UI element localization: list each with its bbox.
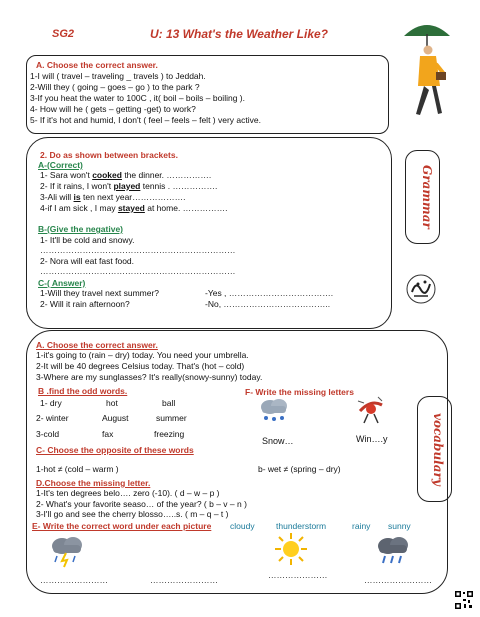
section-a-item-3: 3-If you heat the water to 100C , it( boil – boils – boiling ). — [30, 93, 245, 103]
answer-reply-1: -Yes , ………………………………. — [205, 288, 334, 298]
worksheet-code: SG2 — [52, 28, 75, 40]
vocab-d-heading: D.Choose the missing letter. — [36, 478, 151, 488]
correct-heading: A-(Correct) — [38, 160, 83, 170]
opposite-item-1: 1-hot ≠ (cold – warm ) — [36, 464, 119, 474]
grammar-label: Grammar — [420, 165, 434, 229]
section-2-heading: 2. Do as shown between brackets. — [40, 150, 178, 160]
picture-answer-blank-2: …………………… — [150, 575, 218, 585]
answer-heading: C-( Answer) — [38, 278, 86, 288]
opposite-item-2: b- wet ≠ (spring – dry) — [258, 464, 341, 474]
odd-word: summer — [156, 413, 187, 423]
sun-icon — [274, 532, 308, 566]
missing-letter-item-2: 2- What's your favorite seaso… of the year? ( b – v – n ) — [36, 499, 247, 509]
odd-word: fax — [102, 429, 114, 439]
section-a-item-5: 5- If it's hot and humid, I don't ( feel – feels – felt ) very active. — [30, 115, 261, 125]
vocab-a-item-2: 2-It will be 40 degrees Celsius today. That's (hot – cold) — [36, 361, 245, 371]
correct-item-3: 3-Ali will is ten next year………………. — [40, 192, 186, 202]
odd-word: 3-cold — [36, 429, 60, 439]
picture-answer-blank-4: …………………… — [364, 575, 432, 585]
answer-reply-2: -No, ……………………………….. — [205, 299, 331, 309]
answer-line: …………………………………………………………… — [40, 245, 236, 255]
section-a-heading: A. Choose the correct answer. — [36, 60, 158, 70]
odd-word: ball — [162, 398, 176, 408]
odd-word: freezing — [154, 429, 185, 439]
word-bank-rainy: rainy — [352, 521, 371, 531]
section-a-item-4: 4- How will he ( gets – getting -get) to work? — [30, 104, 196, 114]
man-with-umbrella-icon — [398, 14, 456, 122]
answer-question-2: 2- Will it rain afternoon? — [40, 299, 130, 309]
vocab-f-heading: F- Write the missing letters — [245, 387, 354, 397]
missing-letter-item-1: 1-It's ten degrees belo…. zero (-10). ( d – w – p ) — [36, 488, 220, 498]
missing-letter-item-3: 3-I'll go and see the cherry blosso…..s. ( m – q – t ) — [36, 509, 229, 519]
word-bank-thunderstorm: thunderstorm — [276, 521, 327, 531]
vocab-c-heading: C- Choose the opposite of these words — [36, 445, 194, 455]
negative-item-2: 2- Nora will eat fast food. — [40, 256, 135, 266]
vocab-a-item-1: 1-it's going to (rain – dry) today. You need your umbrella. — [36, 350, 249, 360]
picture-answer-blank-1: …………………… — [40, 575, 108, 585]
vocab-b-heading: B .find the odd words. — [38, 386, 128, 396]
vocab-a-item-3: 3-Where are my sunglasses? It's really(snowy-sunny) today. — [36, 372, 263, 382]
section-a-item-1: 1-I will ( travel – traveling _ travels ) to Jeddah. — [30, 71, 206, 81]
correct-item-4: 4-if I am sick , I may stayed at home. ……………. — [40, 203, 228, 213]
calligraphy-ornament-icon — [404, 272, 438, 306]
odd-word: 1- dry — [40, 398, 62, 408]
vocabulary-label: vocabulary — [431, 412, 445, 486]
vocab-a-heading: A. Choose the correct answer. — [36, 340, 158, 350]
qr-code-icon[interactable] — [454, 590, 474, 610]
snow-cloud-icon — [256, 397, 292, 423]
picture-answer-blank-3: ………………… — [268, 570, 328, 580]
answer-line: …………………………………………………………… — [40, 266, 236, 276]
odd-word: hot — [106, 398, 118, 408]
word-bank-cloudy: cloudy — [230, 521, 255, 531]
page-title: U: 13 What's the Weather Like? — [150, 27, 329, 41]
missing-letter-word-1: Snow… — [262, 436, 294, 446]
thunderstorm-cloud-icon — [48, 534, 86, 568]
answer-question-1: 1-Will they travel next summer? — [40, 288, 160, 298]
rain-cloud-icon — [374, 534, 412, 566]
missing-letter-word-2: Win….y — [356, 434, 388, 444]
vocab-e-heading: E- Write the correct word under each picture — [32, 521, 212, 531]
odd-word: 2- winter — [36, 413, 69, 423]
word-bank-sunny: sunny — [388, 521, 411, 531]
correct-item-2: 2- If it rains, I won't played tennis . ……………. — [40, 181, 218, 191]
windy-figure-icon — [356, 395, 386, 427]
negative-heading: B-(Give the negative) — [38, 224, 124, 234]
correct-item-1: 1- Sara won't cooked the dinner. ……………. — [40, 170, 212, 180]
odd-word: August — [102, 413, 129, 423]
section-a-item-2: 2-Will they ( going – goes – go ) to the park ? — [30, 82, 200, 92]
negative-item-1: 1- It'll be cold and snowy. — [40, 235, 135, 245]
